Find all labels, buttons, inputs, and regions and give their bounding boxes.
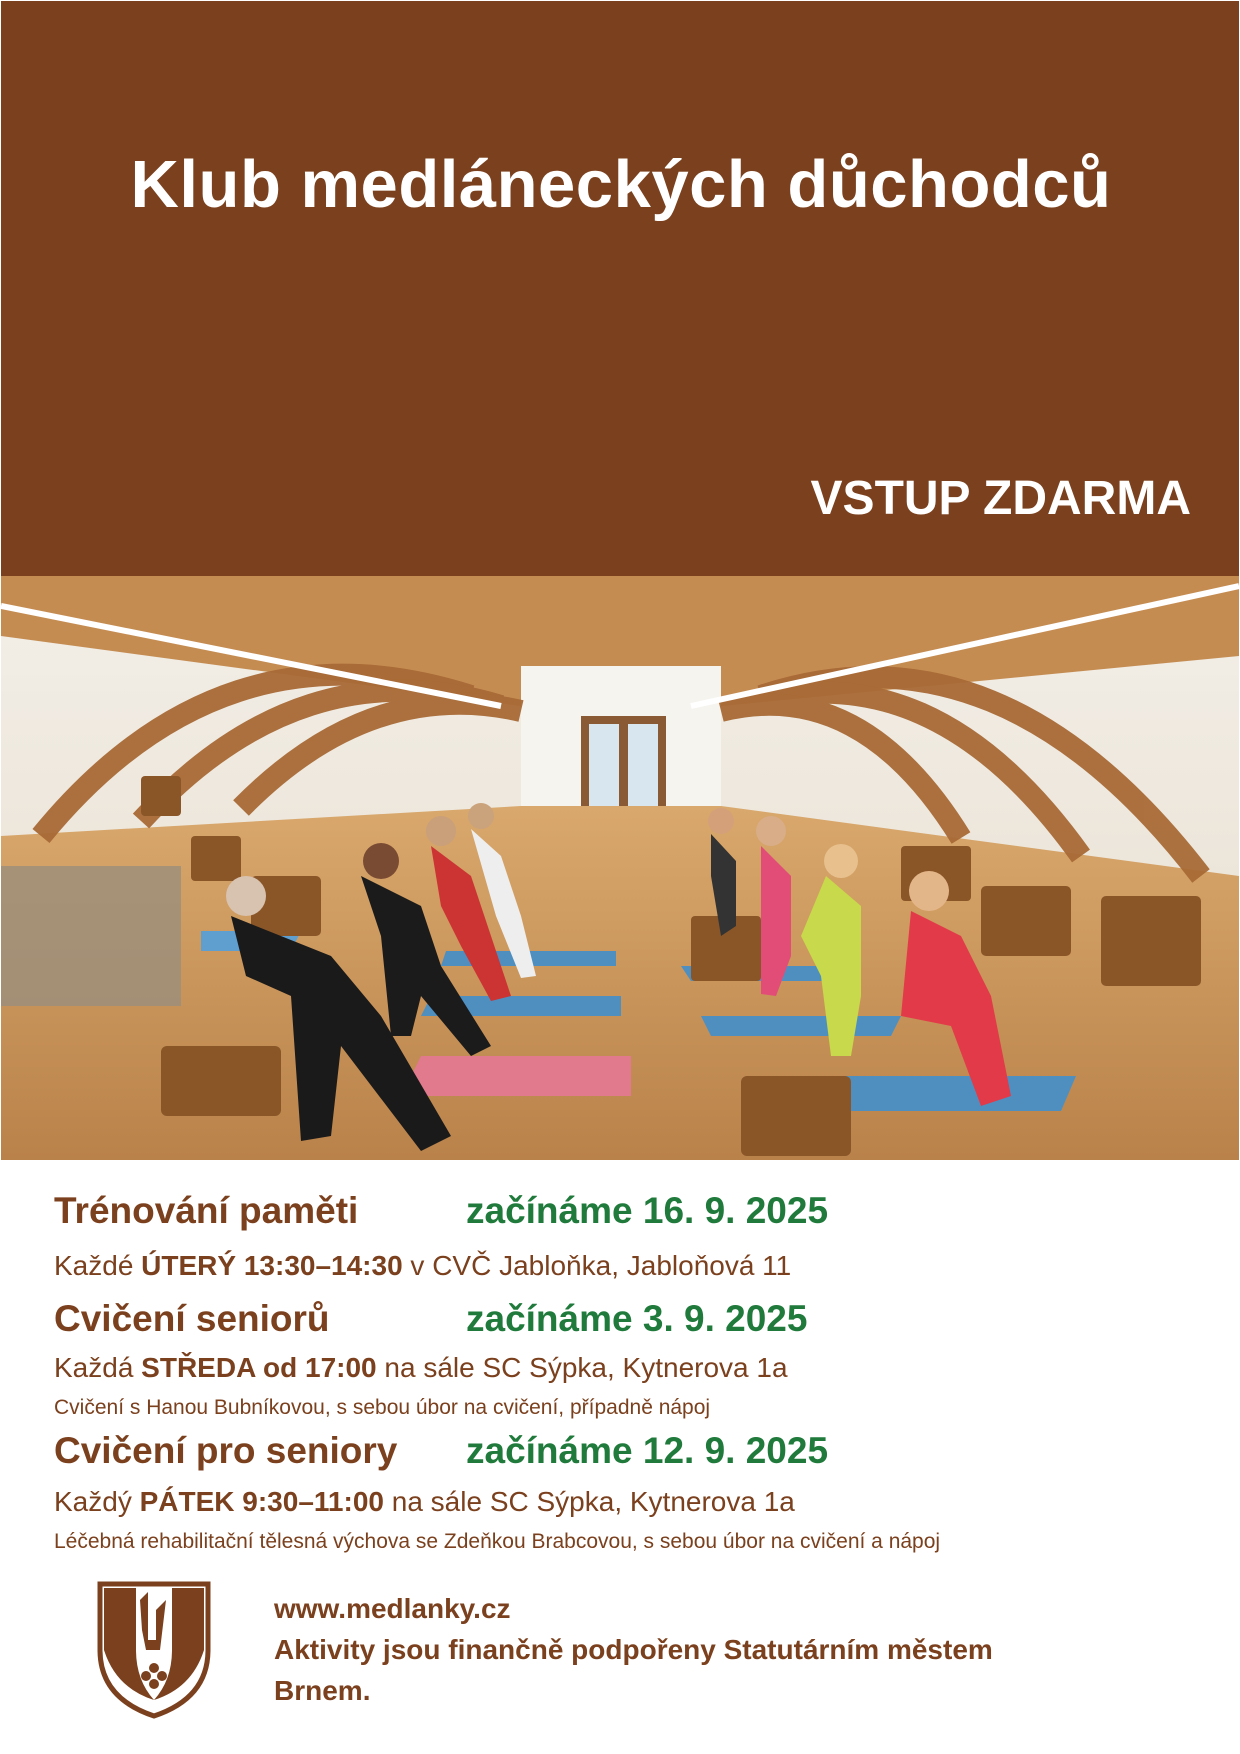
activity-3-schedule-prefix: Každý [54,1486,140,1517]
activity-1-title: Trénování paměti [54,1190,359,1231]
funding-line-2: Brnem. [274,1675,371,1706]
activity-1-schedule [54,1250,791,1282]
photo-seniors-exercising [1,576,1239,1160]
activity-3-title: Cvičení pro seniory [54,1430,398,1471]
activity-2-note: Cvičení s Hanou Bubníkovou, s sebou úbor na cvičení, případně nápoj [54,1396,711,1419]
activity-3-schedule-day: PÁTEK 9:30–11:00 [139,1486,384,1517]
activity-3-schedule [54,1486,795,1518]
activity-3-note: Léčebná rehabilitační tělesná výchova se Zdeňkou Brabcovou, s sebou úbor na cvičení a nápoj [54,1530,941,1553]
coat-of-arms-icon [96,1580,212,1720]
header-banner [1,1,1239,576]
activity-2-schedule [54,1352,788,1384]
activity-1-schedule-day: ÚTERÝ 13:30–14:30 [141,1250,403,1281]
activity-3-schedule-place: na sále SC Sýpka, Kytnerova 1a [383,1486,795,1517]
activity-2-schedule-day: STŘEDA od 17:00 [141,1352,377,1383]
activity-1-schedule-prefix: Každé [54,1250,142,1281]
activity-3-start: začínáme 12. 9. 2025 [466,1430,829,1471]
activity-1-start: začínáme 16. 9. 2025 [466,1190,829,1231]
activity-2-title: Cvičení seniorů [54,1298,330,1339]
footer-text [274,1588,993,1711]
activity-2-start: začínáme 3. 9. 2025 [466,1298,808,1339]
free-entry-label: VSTUP ZDARMA [810,472,1191,525]
activity-1-schedule-place: v CVČ Jabloňka, Jabloňová 11 [402,1250,792,1281]
activity-2-schedule-place: na sále SC Sýpka, Kytnerova 1a [376,1352,788,1383]
website-link[interactable]: www.medlanky.cz [274,1593,511,1624]
funding-line-1: Aktivity jsou finančně podpořeny Statutárním městem [274,1634,993,1665]
activity-2-schedule-prefix: Každá [54,1352,142,1383]
page-title: Klub medláneckých důchodců [130,147,1112,222]
